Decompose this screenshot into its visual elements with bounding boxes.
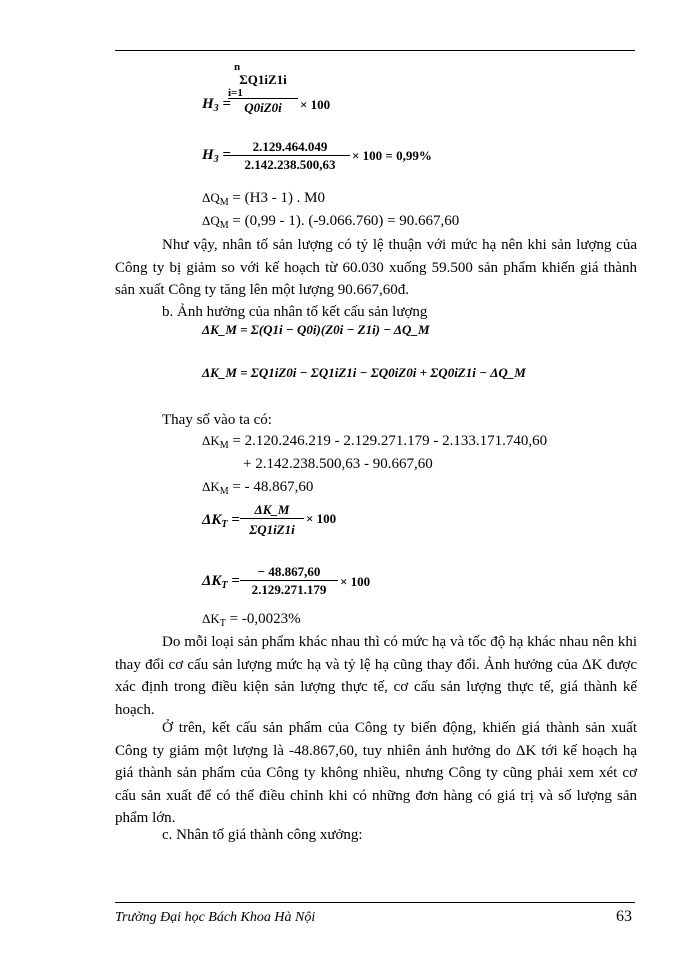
dkt-value-fraction: − 48.867,60 2.129.271.179 — [240, 563, 338, 599]
dkm-formula-2: ΔK_M = ΣQ1iZ0i − ΣQ1iZ1i − ΣQ0iZ0i + ΣQ0iZ1i − ΔQ_M — [202, 365, 526, 380]
header-rule — [115, 50, 635, 51]
paragraph-san-luong: Như vậy, nhân tố sản lượng có tỷ lệ thuận với mức hạ nên khi sản lượng của Công ty bị giảm so với kế hoạch từ 60.030 xuống 59.500 sản phẩm khiến giá thành sản xuất Công ty tăng lên một lượng 90.667,60đ. — [115, 237, 637, 298]
dkt-mult: × 100 — [306, 511, 337, 526]
h3-value-result: × 100 = 0,99% — [352, 148, 432, 163]
dkt-result: $\Delta K_T = -0,0023\%$ — [202, 611, 301, 629]
thay-so-label: Thay số vào ta có: — [162, 412, 272, 428]
footer-university: Trường Đại học Bách Khoa Hà Nội — [115, 910, 316, 925]
delta-qm-formula: $\Delta Q_M = (H3 - 1)$ . M0 — [202, 190, 326, 208]
dkm-result: $\Delta K_M$ = - 48.867,60 — [202, 479, 314, 497]
h3-value-lhs: $H_3$ = — [202, 147, 231, 165]
heading-c: c. Nhân tố giá thành công xưởng: — [162, 827, 363, 843]
h3-mult: × 100 — [300, 97, 331, 112]
h3-value-fraction: 2.129.464.049 2.142.238.500,63 — [230, 138, 350, 174]
footer-rule — [115, 902, 635, 903]
dkm-formula-1: ΔK_M = Σ(Q1i − Q0i)(Z0i − Z1i) − ΔQ_M — [202, 322, 430, 337]
h3-fraction: n ΣQ1iZ1i i=1 Q0iZ0i — [228, 62, 298, 117]
dkm-calc-line-2: + 2.142.238.500,63 - 90.667,60 — [243, 456, 433, 472]
delta-qm-value: $\Delta Q_M = (0,99 - 1)$. (-9.066.760) = 90.667,60 — [202, 213, 460, 231]
heading-b: b. Ảnh hưởng của nhân tố kết cấu sản lượng — [162, 304, 428, 320]
dkt-value-mult: × 100 — [340, 574, 371, 589]
paragraph-co-cau: Do mỗi loại sản phẩm khác nhau thì có mức hạ và tốc độ hạ khác nhau nên khi thay đổi cơ cấu sản lượng mức hạ và tỷ lệ hạ cũng thay đổi. Ảnh hưởng của ΔK được xác định trong điều kiện sản lượng thực tế, cơ cấu sản lượng thực tế, giá thành kế hoạch. — [115, 634, 637, 718]
paragraph-ket-cau: Ở trên, kết cấu sản phẩm của Công ty biến động, khiến giá thành sản xuất Công ty giảm một lượng là -48.867,60, tuy nhiên ảnh hưởng do ΔK tới kế hoạch hạ giá thành sản phẩm của Công ty không nhiều, nhưng Công ty cũng phải xem xét cơ cấu sản xuất để có thể điều chỉnh khi có những đơn hàng có giá trị và số lượng sản phẩm lớn. — [115, 720, 637, 826]
dkt-value-lhs: $\Delta K_T$ = — [202, 573, 240, 591]
dkt-fraction: ΔK_M ΣQ1iZ1i — [240, 502, 304, 541]
dkm-calc-line-1: $\Delta K_M = 2.120.246.219 - 2.129.271.179 - 2.133.171.740,60$ — [202, 433, 548, 451]
page-number: 63 — [616, 908, 632, 925]
h3-lhs: $H_3$ = — [202, 96, 231, 114]
dkt-lhs: $\Delta K_T$ = — [202, 512, 240, 530]
